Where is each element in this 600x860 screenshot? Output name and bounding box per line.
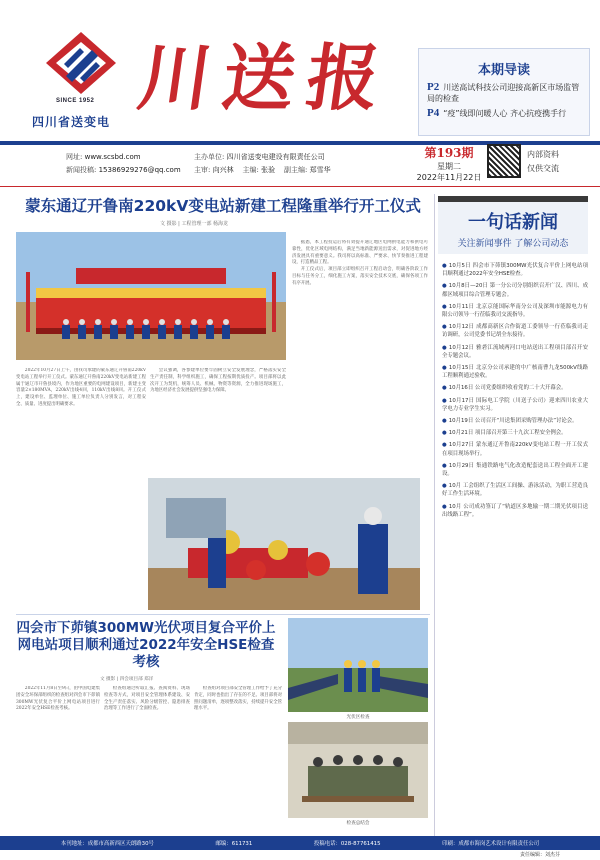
footer-bar (0, 836, 600, 850)
qr-code-icon[interactable] (487, 144, 521, 178)
article-paragraph: 检查组对项目部安全管理工作给予了充分肯定，同时也指出了存在的不足。项目部将对照问题清单，逐项整改落实，持续提升安全管理水平。 (194, 686, 282, 712)
internal-notice (527, 148, 559, 176)
editor-label: 主编: (242, 166, 259, 174)
news-brief-item[interactable]: ● 10月27日 蒙东通辽开鲁南220kV变电站工程一开工仪式在项目现场举行。 (442, 441, 588, 457)
groundbreaking-photo (148, 478, 420, 610)
news-brief-item[interactable]: ● 10月17日 国际电工学院（川送子公司）迎来四川农业大学电力专业学生实习。 (442, 397, 588, 413)
photo-caption: 检查总结会 (346, 821, 370, 826)
article-byline: 文 摄影 | 四会项目部 郑洋 (100, 677, 154, 682)
article-column (292, 240, 428, 474)
footer-printer: 印刷：成都市海岗艺术设计有限责任公司 (442, 841, 540, 847)
article-column (16, 368, 146, 612)
company-name: 四川省送变电 (32, 115, 111, 129)
email-link[interactable]: 15386929276@qq.com (98, 166, 181, 174)
guide-page-number: P2 (427, 81, 440, 93)
internal-line: 内部资料 (527, 150, 559, 159)
article-paragraph: 检查组通过听取汇报、查阅资料、现场检查等方式，对项目安全管理体系建设、安全生产责任落实、风险分级管控、隐患排查治理等工作进行了全面检查。 (104, 686, 190, 712)
footer-postcode: 邮编：611731 (215, 841, 253, 847)
sponsor-value: 四川省送变电建设有限责任公司 (226, 153, 325, 161)
guide-item[interactable] (427, 107, 587, 119)
article-column (16, 686, 100, 832)
newspaper-title: 川送报 (133, 35, 398, 120)
company-logo (40, 28, 122, 98)
solar-inspection-photo (288, 618, 428, 712)
deputy-value: 郑雪华 (309, 166, 331, 174)
header-rule (0, 186, 600, 187)
news-brief-list (442, 262, 588, 523)
article-paragraph: 会议强调，各参建单位要牢固树立安全发展理念，严格落实安全生产责任制，科学组织施工，确保工程按期优质投产。项目部将以此次开工为契机，统筹人员、机械、物资等资源，全力推进现场施工，为地区经济社会发展提供坚强电力保障。 (150, 368, 286, 394)
article-paragraph: 开工仪式后，项目部立即组织召开工程启动会，明确各阶段工作目标与任务分工，细化施工方案，落实安全技术交底，确保各项工作有序开展。 (292, 267, 428, 286)
news-brief-item[interactable]: ● 10月21日 项目部召开第三十九次工程安全例会。 (442, 429, 588, 437)
issue-guide-box (418, 48, 590, 136)
news-brief-item[interactable]: ● 10月 公司成功签订了“轨道区多地输一期二期光伏项目送出线路工程”。 (442, 503, 588, 519)
guide-item-text: 川送高试科技公司迎接高新区市场监管局的检查 (427, 83, 580, 103)
news-brief-item[interactable]: ● 10月29日 集通铁路电气化改造配套送出工程全面开工建设。 (442, 462, 588, 478)
news-brief-item[interactable]: ● 10月15日 北京分公司承建的中广核南曹九龙500kV线路工程顺利通过验收。 (442, 364, 588, 380)
sidebar-header (438, 196, 588, 254)
sidebar-title: 一句话新闻 (468, 212, 558, 233)
news-brief-item[interactable]: ● 10月5日 四会市下茆镇300MW光伏复合平价上网电站项目顺利通过2022年安全HSE检查。 (442, 262, 588, 278)
news-brief-item[interactable]: ● 10月16日 公司党委组织收看党的二十大开幕会。 (442, 384, 588, 392)
news-brief-item[interactable]: ● 10月11日 北京京能国际华南分公司及深圳市能源电力有限公司领导一行莅临我司交流指导。 (442, 303, 588, 319)
since-label: SINCE 1952 (56, 98, 95, 104)
news-brief-item[interactable]: ● 10月8日—20日 第一分公司分别组织召开广汉、四川、成都区域项目综合管理专题会。 (442, 282, 588, 298)
article-column (194, 686, 282, 832)
guide-page-number: P4 (427, 107, 440, 119)
editor-value: 张验 (261, 166, 276, 174)
article-column (218, 368, 288, 474)
ceremony-photo (16, 232, 286, 360)
chief-value: 向兴林 (212, 166, 234, 174)
website-label: 网址: (66, 153, 83, 161)
article-paragraph: 2022年10月27日上午，由我司承建的蒙东通辽开鲁南220kV变电站工程举行开工仪式。蒙东通辽开鲁南220kV变电站新建工程属于通辽市开鲁县境内，作为地区重要的电网建设项目，新建主变容量2×180MVA，220kV出线4回，110kV出线8回。开工仪式上，建设单位、监理单位、施工单位负责人分别发言，对工程安全、质量、进度提出明确要求。 (16, 368, 146, 407)
chief-label: 主审: (194, 166, 211, 174)
deputy-label: 副主编: (284, 166, 308, 174)
guide-item-text: “疫”线即问暖人心 齐心抗疫携手行 (443, 109, 567, 118)
main-headline[interactable]: 蒙东通辽开鲁南220kV变电站新建工程隆重举行开工仪式 (25, 197, 421, 215)
publication-info (32, 150, 412, 178)
sponsor-label: 主办单位: (194, 153, 225, 161)
issue-date: 2022年11月22日 (416, 173, 482, 182)
article-paragraph: 2022年11月8日至9日，由中国电建集团安全环保部组织的检查组对四会市下茆镇300MW光伏复合平价上网电站项目进行2022年安全HSE检查考核。 (16, 686, 100, 712)
article-paragraph: 据悉，本工程投运后将有效提升通辽地区电网供电能力和供电可靠性，优化区域电网结构，满足当地新能源送出需求，对促进地方经济发展具有重要意义。我司将以高标准、严要求、快节奏推进工程建设，打造精品工程。 (292, 240, 428, 266)
meeting-photo (288, 722, 428, 818)
footer-phone[interactable]: 投稿电话：028-87761415 (313, 841, 381, 847)
internal-line: 仅供交流 (527, 164, 559, 173)
email-label: 新闻投稿: (66, 166, 97, 174)
news-brief-item[interactable]: ● 10月19日 公司召开“川送集团采购管理办法”讨论会。 (442, 417, 588, 425)
website-link[interactable]: www.scsbd.com (84, 153, 141, 161)
footer-address: 本刊地址：成都市高新西区天朗路30号 (60, 841, 154, 847)
guide-item[interactable] (427, 81, 587, 104)
article-column (104, 686, 190, 832)
issue-info (414, 142, 484, 182)
news-brief-item[interactable]: ● 10月 工会组织了生活区工间操、游泳活动，为职工营造良好工作生活环境。 (442, 482, 588, 498)
responsible-editor: 责任编辑：刘杰芬 (520, 852, 561, 858)
section-divider (16, 614, 430, 615)
news-brief-item[interactable]: ● 10月12日 成都高新区合作街道工委领导一行莅临我司走访调研，公司党委书记胡全东接待。 (442, 323, 588, 339)
sidebar-subtitle: 关注新闻事件 了解公司动态 (457, 239, 569, 249)
issue-number: 第193期 (424, 146, 474, 160)
news-brief-item[interactable]: ● 10月12日 雅砻江流域两河口电站送出工程项目部召开安全专题会议。 (442, 344, 588, 360)
guide-title: 本期导读 (477, 63, 530, 78)
photo-caption: 光伏区检查 (346, 715, 370, 720)
issue-weekday: 星期二 (437, 162, 461, 171)
article-byline: 文 摄影 | 工程管理一部 杨海龙 (160, 221, 229, 227)
secondary-headline[interactable]: 四会市下茆镇300MW光伏项目复合平价上网电站项目顺利通过2022年安全HSE检查考核 (16, 620, 276, 670)
